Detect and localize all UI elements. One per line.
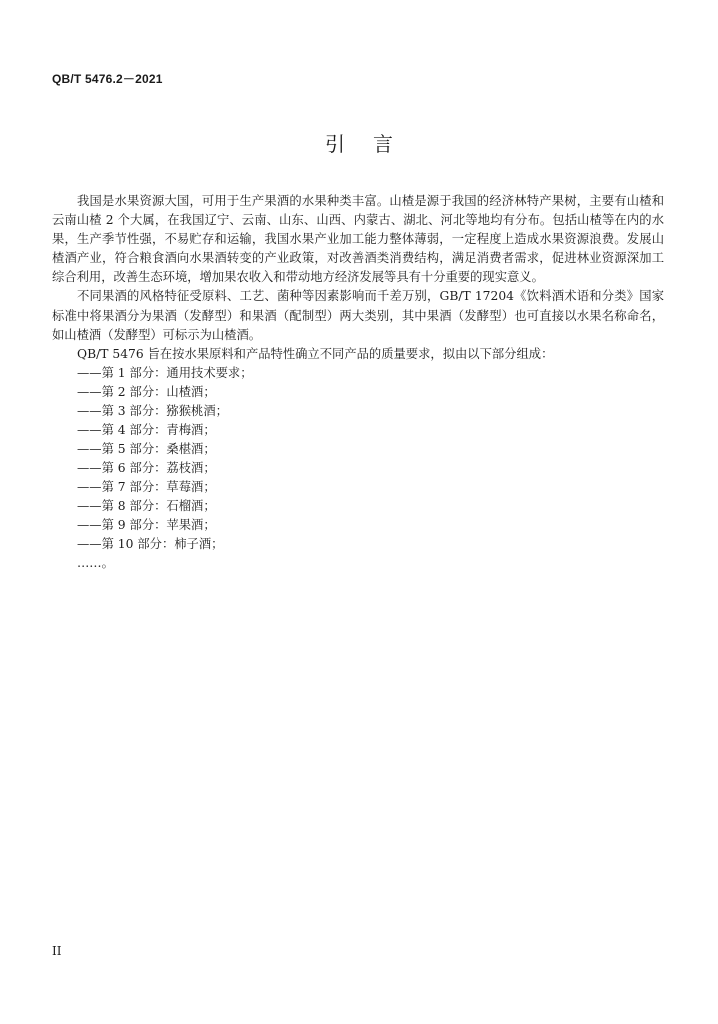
list-item: ——第 8 部分：石榴酒； xyxy=(77,498,216,513)
parts-ellipsis: ……。 xyxy=(77,555,114,570)
list-item: ——第 10 部分：柿子酒； xyxy=(77,536,224,551)
paragraph-background: 我国是水果资源大国，可用于生产果酒的水果种类丰富。山楂是源于我国的经济林特产果树，主要有山楂和云南山楂 2 个大属，在我国辽宁、云南、山东、山西、内蒙古、湖北、河北等地均有分布。包括山楂等在内的水果，生产季节性强，不易贮存和运输，我国水果产业加工能力整体薄弱，一定程度上造成水果资源浪费。发展山楂酒产业，符合粮食酒向水果酒转变的产业政策，对改善酒类消费结构，满足消费者需求，促进林业资源深加工综合利用，改善生态环境，增加果农收入和带动地方经济发展等具有十分重要的现实意义。 xyxy=(52,194,664,285)
standard-code: QB/T 5476.2－2021 xyxy=(52,72,163,86)
list-item: ——第 6 部分：荔枝酒； xyxy=(77,460,216,475)
list-item: ——第 2 部分：山楂酒； xyxy=(77,384,216,399)
paragraph-classification: 不同果酒的风格特征受原料、工艺、菌种等因素影响而千差万别，GB/T 17204《饮料酒术语和分类》国家标准中将果酒分为果酒（发酵型）和果酒（配制型）两大类别，其中果酒（发酵型）也可直接以水果名称命名，如山楂酒（发酵型）可标示为山楂酒。 xyxy=(52,289,664,342)
list-item: ——第 7 部分：草莓酒； xyxy=(77,479,216,494)
parts-list xyxy=(52,364,664,554)
document-body xyxy=(52,192,664,573)
list-item: ——第 5 部分：桑椹酒； xyxy=(77,441,216,456)
list-item: ——第 3 部分：猕猴桃酒； xyxy=(77,403,228,418)
page-number: II xyxy=(52,944,62,958)
paragraph-parts-intro: QB/T 5476 旨在按水果原料和产品特性确立不同产品的质量要求，拟由以下部分组成： xyxy=(77,346,554,361)
list-item: ——第 4 部分：青梅酒； xyxy=(77,422,216,437)
page-title: 引言 xyxy=(325,132,421,156)
list-item: ——第 1 部分：通用技术要求； xyxy=(77,365,253,380)
list-item: ——第 9 部分：苹果酒； xyxy=(77,517,216,532)
